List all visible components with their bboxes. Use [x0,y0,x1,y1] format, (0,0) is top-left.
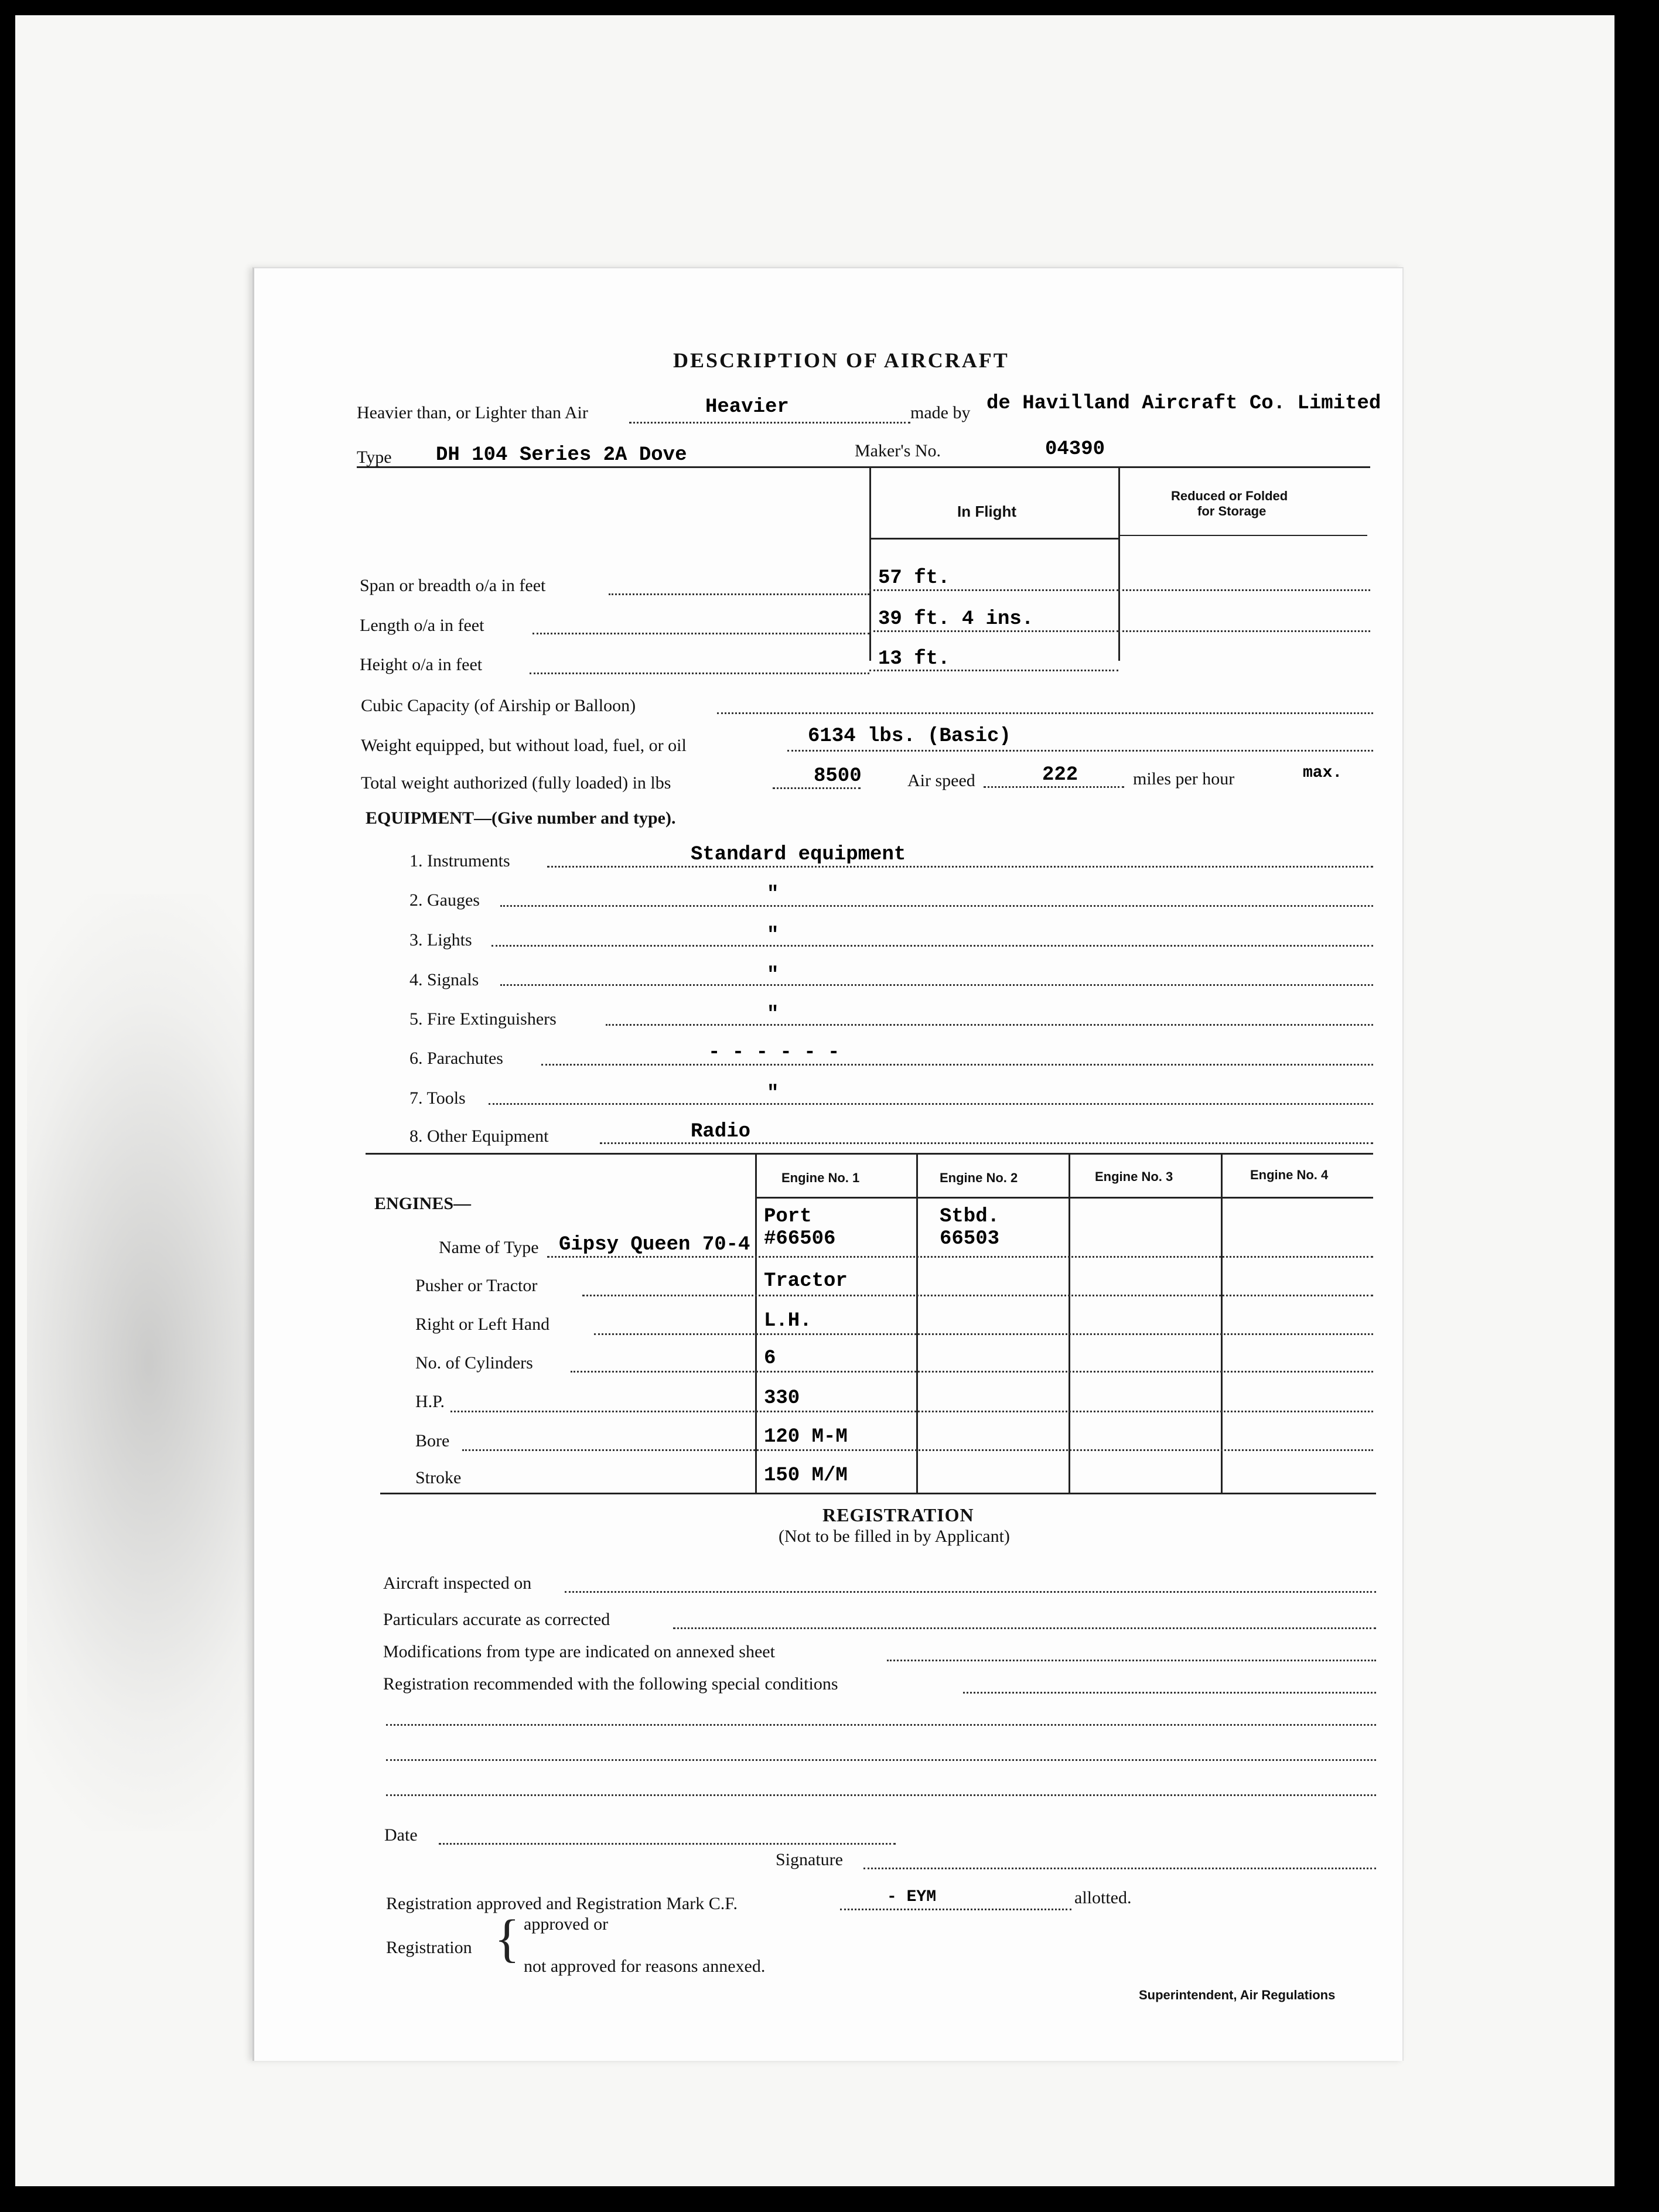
engine-type-name: Gipsy Queen 70-4 [559,1234,750,1256]
equipment-item-7-value: " [767,1083,779,1105]
engine-row-pusher-label: Pusher or Tractor [415,1276,538,1295]
span-value: 57 ft. [878,567,950,589]
total-weight-value: 8500 [814,765,862,787]
form-sheet [252,267,1404,2061]
inspected-label: Aircraft inspected on [383,1573,532,1593]
equipment-item-6-value: - - - - - - [708,1042,840,1064]
weight-equipped-label: Weight equipped, but without load, fuel, or oil [361,736,687,755]
makers-no-label: Maker's No. [855,441,941,460]
air-speed-label: Air speed [907,771,975,790]
superintendent-label: Superintendent, Air Regulations [1139,1988,1336,2002]
equipment-item-5-label: 5. Fire Extinguishers [409,1009,557,1029]
mph-label: miles per hour [1133,769,1235,788]
engine-1-type: Port #66506 [764,1206,836,1250]
equipment-item-8-value: Radio [691,1121,751,1143]
engine-row-bore-label: Bore [415,1431,450,1450]
equipment-item-6-label: 6. Parachutes [409,1049,503,1068]
height-value: 13 ft. [878,648,950,670]
engine-row-hand-label: Right or Left Hand [415,1315,550,1334]
engine-col-3: Engine No. 3 [1095,1169,1173,1184]
engine-1-stroke: 150 M/M [764,1465,848,1487]
engines-heading: ENGINES— [374,1194,472,1213]
photo-frame [15,15,1614,2186]
heavier-lighter-value: Heavier [705,396,789,418]
engine-1-bore: 120 M-M [764,1426,848,1448]
equipment-item-8-label: 8. Other Equipment [409,1127,549,1146]
engine-row-cylinders-label: No. of Cylinders [415,1353,533,1373]
equipment-item-3-value: " [767,924,779,947]
date-label: Date [384,1825,418,1845]
length-value: 39 ft. 4 ins. [878,608,1034,630]
page-title: DESCRIPTION OF AIRCRAFT [673,349,1009,372]
engine-col-2: Engine No. 2 [940,1170,1018,1185]
col-reduced-2: for Storage [1197,504,1267,518]
registration-subheading: (Not to be filled in by Applicant) [779,1527,1010,1546]
equipment-item-2-label: 2. Gauges [409,890,480,910]
equipment-heading: EQUIPMENT—(Give number and type). [366,808,676,828]
registration-heading: REGISTRATION [822,1504,974,1525]
engine-2-type: Stbd. 66503 [940,1206,1000,1250]
recommended-label: Registration recommended with the following special conditions [383,1674,838,1694]
engine-1-pusher: Tractor [764,1270,848,1292]
equipment-item-4-label: 4. Signals [409,970,479,989]
col-in-flight: In Flight [957,503,1017,520]
engine-1-hp: 330 [764,1387,800,1409]
registration-mark-value: - EYM [887,1888,937,1906]
engine-row-type-label: Name of Type [439,1238,539,1257]
equipment-item-4-value: " [767,964,779,986]
allotted-label: allotted. [1074,1888,1132,1907]
cubic-capacity-label: Cubic Capacity (of Airship or Balloon) [361,696,636,715]
made-by-value: de Havilland Aircraft Co. Limited [986,392,1381,415]
equipment-item-3-label: 3. Lights [409,930,472,950]
type-label: Type [357,448,392,467]
type-value: DH 104 Series 2A Dove [436,444,687,466]
engine-row-hp-label: H.P. [415,1392,445,1411]
engine-col-1: Engine No. 1 [781,1170,860,1185]
equipment-item-1-label: 1. Instruments [409,851,510,871]
approved-or-label: approved or [524,1914,609,1934]
engine-1-hand: L.H. [764,1310,812,1332]
made-by-label: made by [910,403,971,422]
length-label: Length o/a in feet [360,616,484,635]
equipment-item-7-label: 7. Tools [409,1088,466,1108]
particulars-label: Particulars accurate as corrected [383,1610,610,1629]
span-label: Span or breadth o/a in feet [360,576,546,595]
engine-1-cylinders: 6 [764,1347,776,1370]
weight-equipped-value: 6134 lbs. (Basic) [808,725,1011,747]
col-reduced-1: Reduced or Folded [1171,489,1288,503]
brace-icon: { [494,1910,520,1968]
equipment-item-5-value: " [767,1003,779,1026]
approved-mark-label: Registration approved and Registration Mark C.F. [386,1894,738,1913]
height-label: Height o/a in feet [360,655,483,674]
makers-no-value: 04390 [1045,438,1105,460]
modifications-label: Modifications from type are indicated on annexed sheet [383,1642,775,1661]
max-value: max. [1303,764,1343,782]
equipment-item-2-value: " [767,883,779,906]
equipment-item-1-value: Standard equipment [691,844,906,866]
air-speed-value: 222 [1042,764,1078,786]
not-approved-label: not approved for reasons annexed. [524,1957,766,1976]
registration-label: Registration [386,1938,472,1957]
engine-col-4: Engine No. 4 [1250,1168,1329,1182]
heavier-lighter-label: Heavier than, or Lighter than Air [357,403,588,422]
signature-label: Signature [776,1850,843,1869]
total-weight-label: Total weight authorized (fully loaded) in lbs [361,773,671,793]
engine-row-stroke-label: Stroke [415,1468,462,1487]
